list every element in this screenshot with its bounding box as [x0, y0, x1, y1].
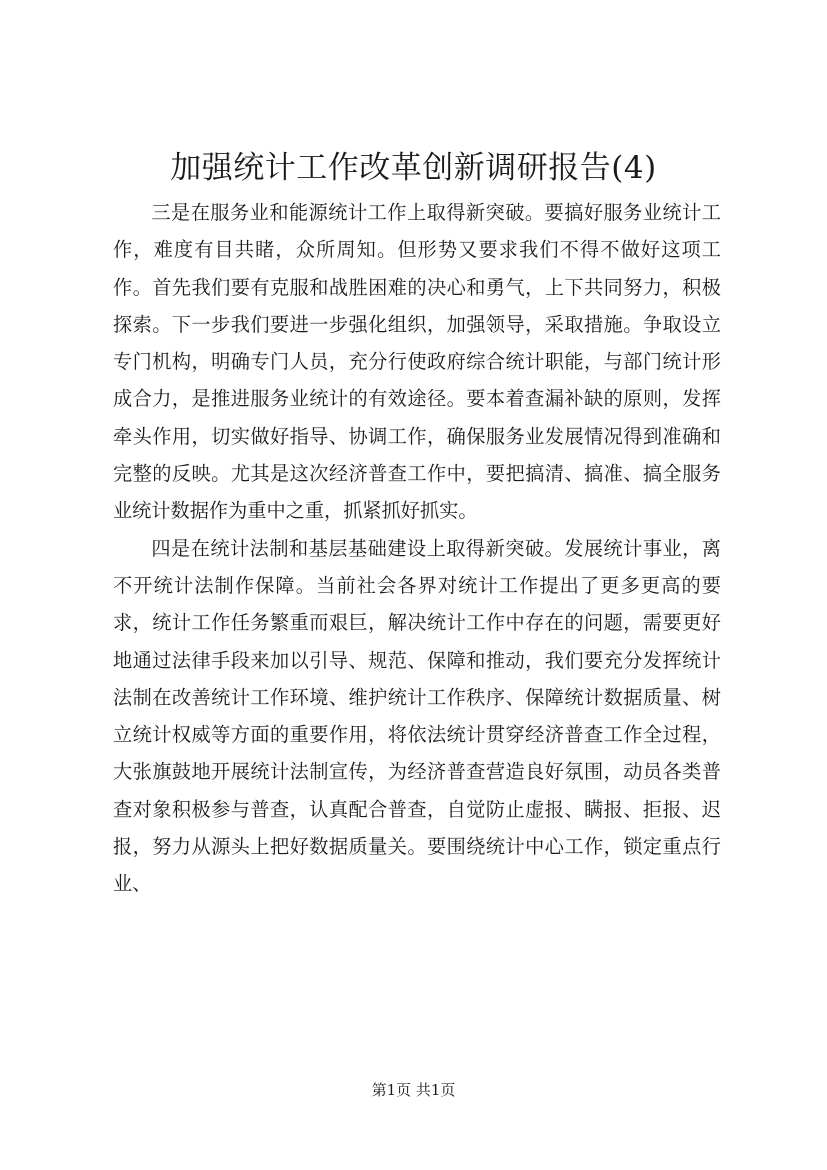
document-title: 加强统计工作改革创新调研报告(4) — [170, 150, 657, 186]
document-body — [113, 194, 721, 903]
paragraph-legal-grassroots: 四是在统计法制和基层基础建设上取得新突破。发展统计事业，离不开统计法制作保障。当前社会各界对统计工作提出了更多更高的要求，统计工作任务繁重而艰巨，解决统计工作中存在的问题，需要更好地通过法律手段来加以引导、规范、保障和推动，我们要充分发挥统计法制在改善统计工作环境、维护统计工作秩序、保障统计数据质量、树立统计权威等方面的重要作用，将依法统计贯穿经济普查工作全过程，大张旗鼓地开展统计法制宣传，为经济普查营造良好氛围，动员各类普查对象积极参与普查，认真配合普查，自觉防止虚报、瞒报、拒报、迟报，努力从源头上把好数据质量关。要围绕统计中心工作，锁定重点行业、 — [113, 536, 721, 896]
page-footer: 第1页 共1页 — [371, 1081, 456, 1099]
paragraph-services-energy: 三是在服务业和能源统计工作上取得新突破。要搞好服务业统计工作，难度有目共睹，众所周知。但形势又要求我们不得不做好这项工作。首先我们要有克服和战胜困难的决心和勇气，上下共同努力，积极探索。下一步我们要进一步强化组织，加强领导，采取措施。争取设立专门机构，明确专门人员，充分行使政府综合统计职能，与部门统计形成合力，是推进服务业统计的有效途径。要本着查漏补缺的原则，发挥牵头作用，切实做好指导、协调工作，确保服务业发展情况得到准确和完整的反映。尤其是这次经济普查工作中，要把搞清、搞准、搞全服务业统计数据作为重中之重，抓紧抓好抓实。 — [113, 201, 721, 523]
